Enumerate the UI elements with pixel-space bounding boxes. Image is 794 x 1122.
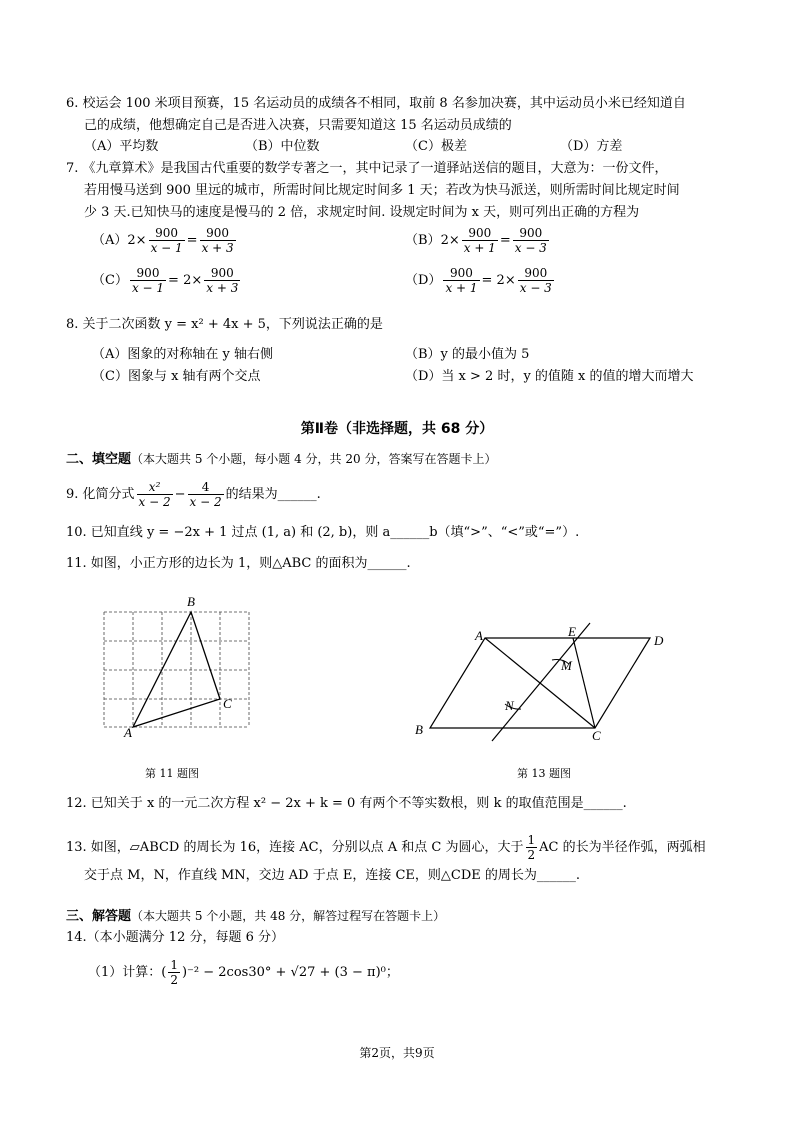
q7-option-d: （D） $\frac{900}{x + 1}$ = 2× $\frac{900}{x - 3}$ [405, 266, 552, 295]
section2-note: （本大题共 5 个小题，每小题 4 分，共 20 分，答案写在答题卡上） [131, 452, 497, 466]
q7-line1: 7. 《九章算术》是我国古代重要的数学专著之一，其中记录了一道驿站送信的题目，大意为：一份文件， [66, 161, 668, 176]
fig13-label-a: A [475, 628, 483, 643]
q13-line2: 交于点 M，N，作直线 MN，交边 AD 于点 E，连接 CE，则△CDE 的周长为______. [84, 868, 581, 883]
q8-line: 8. 关于二次函数 y = x² + 4x + 5，下列说法正确的是 [66, 317, 383, 332]
fig13-label-n: N [505, 698, 514, 713]
fig13-caption: 第 13 题图 [517, 767, 571, 780]
q6-option-d: （D）方差 [560, 139, 623, 154]
section2-title: 二、填空题 [66, 452, 132, 467]
q8-option-a: （A）图象的对称轴在 y 轴右侧 [92, 347, 273, 362]
section3-heading [66, 907, 445, 926]
section2-heading [66, 450, 496, 469]
section3-title: 三、解答题 [66, 909, 132, 924]
page-footer: 第2页，共9页 [359, 1046, 435, 1060]
q14-head: 14.（本小题满分 12 分，每题 6 分） [66, 930, 285, 945]
q7-line3: 少 3 天.已知快马的速度是慢马的 2 倍，求规定时间. 设规定时间为 x 天，则可列出正确的方程为 [84, 205, 640, 220]
q7-option-c: （C） $\frac{900}{x - 1}$ = 2× $\frac{900}{x + 3}$ [92, 266, 239, 295]
line-mn [492, 623, 590, 741]
q6-option-c: （C）极差 [405, 139, 467, 154]
q6-line2: 己的成绩，他想确定自己是否进入决赛，只需要知道这 15 名运动员成绩的 [84, 118, 512, 133]
q9-line: 9. 化简分式 $\frac{\text{x²}}{x - 2}$ − $\frac{4}{x - 2}$ 的结果为______. [66, 480, 321, 509]
q12-line: 12. 已知关于 x 的一元二次方程 x² − 2x + k = 0 有两个不等实数根，则 k 的取值范围是______. [66, 796, 627, 811]
section3-note: （本大题共 5 个小题，共 48 分，解答过程写在答题卡上） [131, 909, 446, 923]
segment-ce [573, 638, 595, 728]
fig11-label-c: C [223, 696, 232, 711]
q10-line: 10. 已知直线 y = −2x + 1 过点 (1, a) 和 (2, b)，则 a______b（填“>”、“<”或“=”）. [66, 525, 580, 540]
fig11-caption: 第 11 题图 [145, 767, 199, 780]
fig11-label-b: B [187, 594, 195, 609]
q14-part1: （1）计算：( $\frac{1}{2}$ )⁻² − 2cos30° + √27 + (3 − π)⁰； [88, 958, 399, 987]
q8-option-d: （D）当 x > 2 时，y 的值随 x 的值的增大而增大 [405, 369, 694, 384]
q13-line1: 13. 如图，▱ABCD 的周长为 16，连接 AC，分别以点 A 和点 C 为圆心，大于 $\frac{1}{2}$ AC 的长为半径作弧，两弧相 [66, 833, 706, 862]
fig13-label-b: B [415, 722, 423, 737]
q7-option-a: （A）2× $\frac{900}{x - 1}$ = $\frac{900}{x + 3}$ [92, 226, 234, 255]
triangle-abc [133, 612, 220, 727]
q6-line1: 6. 校运会 100 米项目预赛，15 名运动员的成绩各不相同，取前 8 名参加决赛，其中运动员小米已经知道自 [66, 96, 686, 111]
figure-11 [96, 594, 261, 740]
q7-line2: 若用慢马送到 900 里远的城市，所需时间比规定时间多 1 天；若改为快马派送，则所需时间比规定时间 [84, 183, 680, 198]
figure-13 [405, 618, 695, 748]
q7-option-b: （B）2× $\frac{900}{x + 1}$ = $\frac{900}{x - 3}$ [405, 226, 547, 255]
fig13-label-m: M [561, 658, 572, 673]
fig13-label-c: C [592, 728, 601, 743]
part2-title: 第Ⅱ卷（非选择题，共 68 分） [300, 421, 494, 437]
q6-option-b: （B）中位数 [245, 139, 320, 154]
q11-line: 11. 如图，小正方形的边长为 1，则△ABC 的面积为______. [66, 556, 411, 571]
fig11-label-a: A [124, 725, 132, 740]
fig13-label-e: E [568, 624, 576, 639]
q8-option-c: （C）图象与 x 轴有两个交点 [92, 369, 261, 384]
q8-option-b: （B）y 的最小值为 5 [405, 347, 530, 362]
q6-option-a: （A）平均数 [84, 139, 159, 154]
fig13-label-d: D [654, 633, 664, 648]
